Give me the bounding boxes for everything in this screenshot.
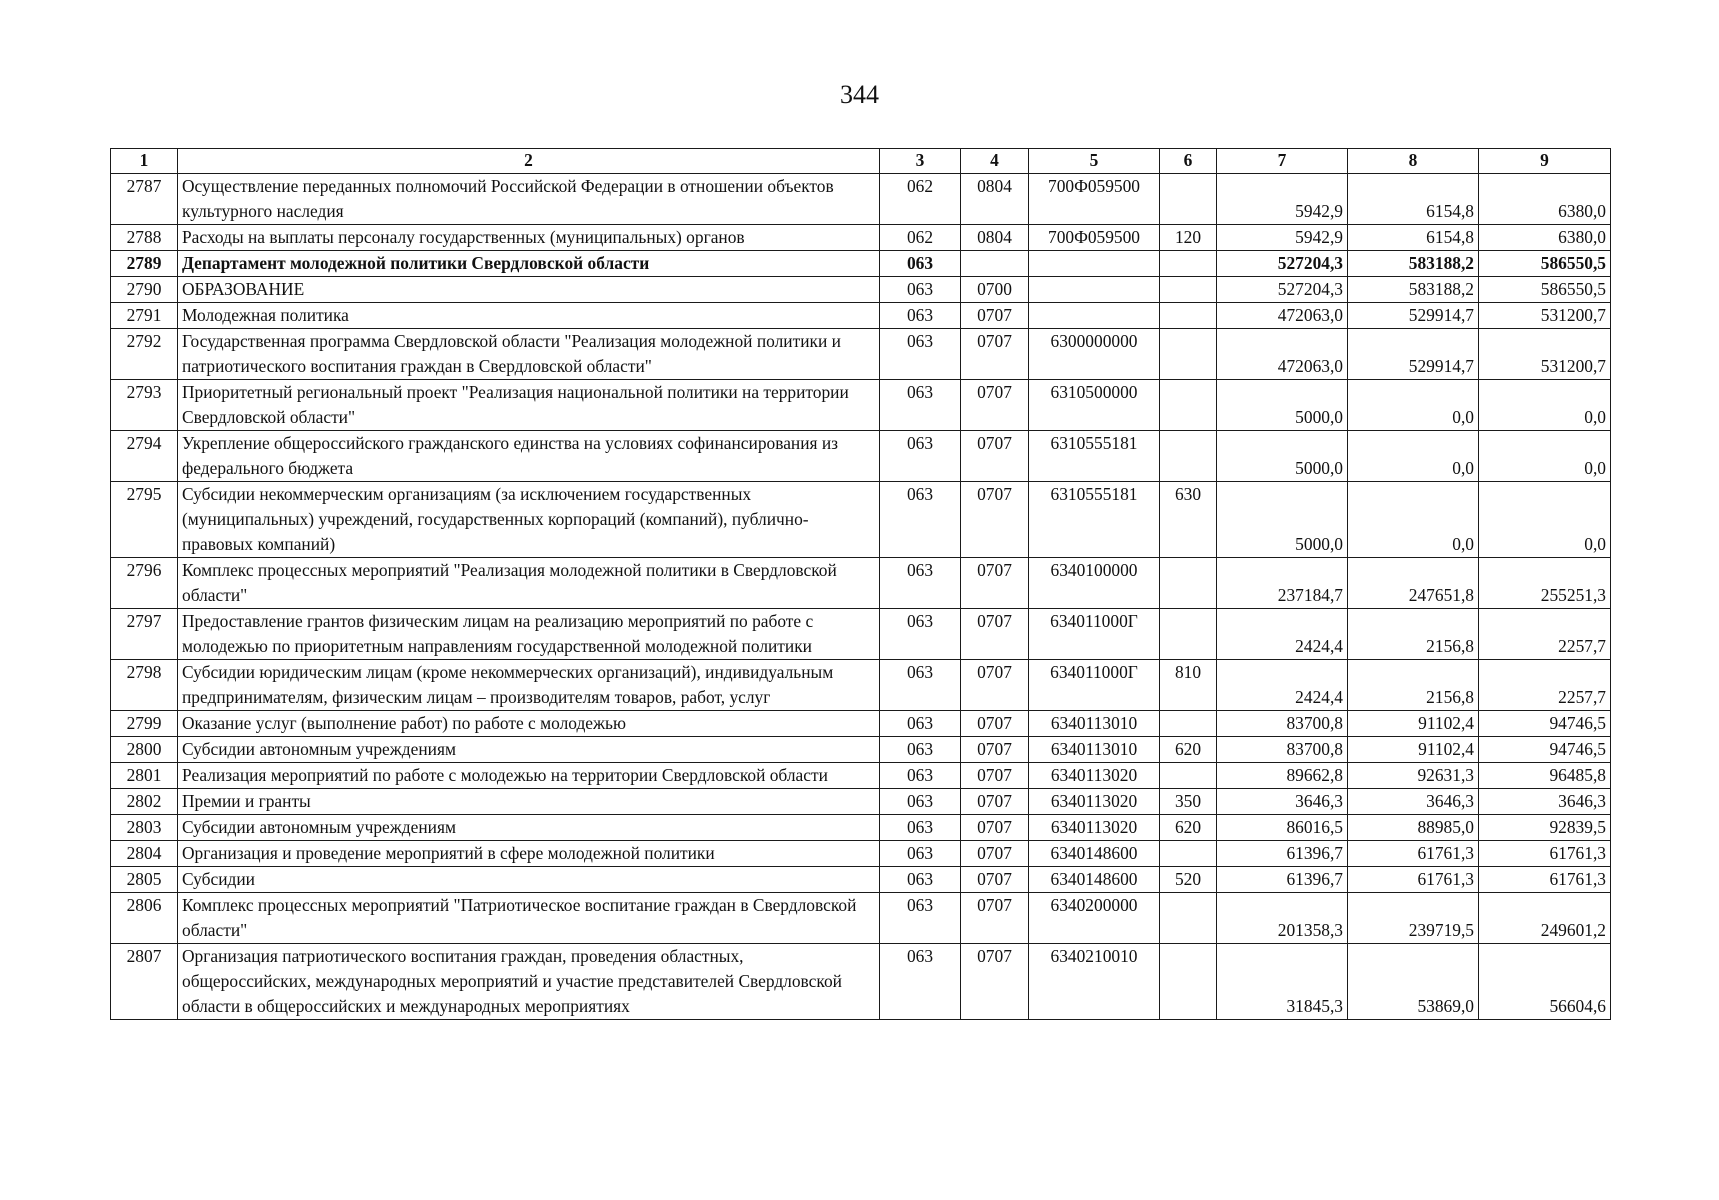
row-section-code: 0707 bbox=[961, 329, 1029, 380]
row-article-code: 700Ф059500 bbox=[1029, 174, 1160, 225]
row-org-code: 063 bbox=[880, 841, 961, 867]
row-value-col9: 6380,0 bbox=[1479, 174, 1611, 225]
row-value-col8: 2156,8 bbox=[1348, 660, 1479, 711]
row-value-col9: 94746,5 bbox=[1479, 737, 1611, 763]
row-org-code: 063 bbox=[880, 609, 961, 660]
row-section-code bbox=[961, 251, 1029, 277]
table-row bbox=[111, 329, 1611, 380]
row-section-code: 0707 bbox=[961, 763, 1029, 789]
table-row bbox=[111, 558, 1611, 609]
row-number: 2799 bbox=[111, 711, 178, 737]
row-value-col9: 61761,3 bbox=[1479, 841, 1611, 867]
row-value-col7: 61396,7 bbox=[1217, 841, 1348, 867]
table-row bbox=[111, 815, 1611, 841]
row-article-code: 6340113010 bbox=[1029, 737, 1160, 763]
row-number: 2791 bbox=[111, 303, 178, 329]
row-number: 2804 bbox=[111, 841, 178, 867]
row-org-code: 063 bbox=[880, 431, 961, 482]
table-row bbox=[111, 609, 1611, 660]
row-name: Реализация мероприятий по работе с молодежью на территории Свердловской области bbox=[178, 763, 880, 789]
row-number: 2807 bbox=[111, 944, 178, 1020]
table-row bbox=[111, 225, 1611, 251]
row-section-code: 0707 bbox=[961, 482, 1029, 558]
row-value-col7: 83700,8 bbox=[1217, 737, 1348, 763]
row-section-code: 0707 bbox=[961, 867, 1029, 893]
row-expense-type bbox=[1160, 944, 1217, 1020]
row-number: 2802 bbox=[111, 789, 178, 815]
row-article-code bbox=[1029, 251, 1160, 277]
table-row bbox=[111, 251, 1611, 277]
row-article-code: 6340113020 bbox=[1029, 763, 1160, 789]
row-number: 2790 bbox=[111, 277, 178, 303]
row-value-col8: 88985,0 bbox=[1348, 815, 1479, 841]
row-section-code: 0707 bbox=[961, 380, 1029, 431]
table-row bbox=[111, 763, 1611, 789]
row-expense-type bbox=[1160, 609, 1217, 660]
row-section-code: 0707 bbox=[961, 711, 1029, 737]
row-value-col8: 247651,8 bbox=[1348, 558, 1479, 609]
row-value-col8: 0,0 bbox=[1348, 482, 1479, 558]
row-org-code: 063 bbox=[880, 329, 961, 380]
row-article-code: 6310555181 bbox=[1029, 431, 1160, 482]
row-expense-type bbox=[1160, 329, 1217, 380]
row-value-col7: 2424,4 bbox=[1217, 609, 1348, 660]
row-org-code: 063 bbox=[880, 815, 961, 841]
row-value-col7: 472063,0 bbox=[1217, 303, 1348, 329]
row-org-code: 063 bbox=[880, 303, 961, 329]
table-row bbox=[111, 482, 1611, 558]
row-number: 2788 bbox=[111, 225, 178, 251]
row-article-code: 6340148600 bbox=[1029, 867, 1160, 893]
row-value-col7: 5000,0 bbox=[1217, 431, 1348, 482]
column-header: 7 bbox=[1217, 149, 1348, 174]
row-name: Укрепление общероссийского гражданского единства на условиях софинансирования из федерального бюджета bbox=[178, 431, 880, 482]
row-expense-type bbox=[1160, 174, 1217, 225]
row-number: 2800 bbox=[111, 737, 178, 763]
row-name: Расходы на выплаты персоналу государственных (муниципальных) органов bbox=[178, 225, 880, 251]
row-number: 2793 bbox=[111, 380, 178, 431]
row-org-code: 063 bbox=[880, 763, 961, 789]
row-value-col9: 6380,0 bbox=[1479, 225, 1611, 251]
row-section-code: 0804 bbox=[961, 174, 1029, 225]
row-section-code: 0700 bbox=[961, 277, 1029, 303]
row-expense-type: 810 bbox=[1160, 660, 1217, 711]
column-header: 2 bbox=[178, 149, 880, 174]
row-article-code bbox=[1029, 277, 1160, 303]
row-value-col7: 2424,4 bbox=[1217, 660, 1348, 711]
row-article-code: 6300000000 bbox=[1029, 329, 1160, 380]
row-value-col8: 3646,3 bbox=[1348, 789, 1479, 815]
row-value-col8: 53869,0 bbox=[1348, 944, 1479, 1020]
row-section-code: 0707 bbox=[961, 841, 1029, 867]
row-number: 2787 bbox=[111, 174, 178, 225]
row-value-col8: 91102,4 bbox=[1348, 711, 1479, 737]
row-value-col7: 3646,3 bbox=[1217, 789, 1348, 815]
row-value-col9: 586550,5 bbox=[1479, 277, 1611, 303]
row-org-code: 062 bbox=[880, 225, 961, 251]
row-value-col8: 583188,2 bbox=[1348, 251, 1479, 277]
row-article-code: 634011000Г bbox=[1029, 660, 1160, 711]
row-value-col9: 586550,5 bbox=[1479, 251, 1611, 277]
row-section-code: 0707 bbox=[961, 558, 1029, 609]
table-row bbox=[111, 431, 1611, 482]
row-expense-type bbox=[1160, 893, 1217, 944]
row-value-col9: 531200,7 bbox=[1479, 303, 1611, 329]
row-name: Организация патриотического воспитания граждан, проведения областных, общероссийских, международных мероприятий и участие представителей Свердловской области в общероссийских и международных мероприятиях bbox=[178, 944, 880, 1020]
row-expense-type bbox=[1160, 711, 1217, 737]
row-section-code: 0707 bbox=[961, 944, 1029, 1020]
row-org-code: 063 bbox=[880, 660, 961, 711]
row-value-col9: 3646,3 bbox=[1479, 789, 1611, 815]
table-row bbox=[111, 380, 1611, 431]
row-org-code: 063 bbox=[880, 558, 961, 609]
row-value-col7: 31845,3 bbox=[1217, 944, 1348, 1020]
row-org-code: 063 bbox=[880, 789, 961, 815]
row-org-code: 063 bbox=[880, 277, 961, 303]
budget-table bbox=[110, 148, 1611, 1020]
row-value-col8: 239719,5 bbox=[1348, 893, 1479, 944]
row-name: ОБРАЗОВАНИЕ bbox=[178, 277, 880, 303]
row-expense-type: 520 bbox=[1160, 867, 1217, 893]
row-value-col8: 61761,3 bbox=[1348, 867, 1479, 893]
row-section-code: 0707 bbox=[961, 609, 1029, 660]
row-name: Субсидии некоммерческим организациям (за исключением государственных (муниципальных) учреждений, государственных корпораций (компаний), публично-правовых компаний) bbox=[178, 482, 880, 558]
row-value-col7: 237184,7 bbox=[1217, 558, 1348, 609]
row-number: 2794 bbox=[111, 431, 178, 482]
row-name: Субсидии автономным учреждениям bbox=[178, 737, 880, 763]
row-value-col9: 0,0 bbox=[1479, 482, 1611, 558]
row-expense-type: 350 bbox=[1160, 789, 1217, 815]
row-number: 2798 bbox=[111, 660, 178, 711]
header-row bbox=[111, 149, 1611, 174]
table-row bbox=[111, 893, 1611, 944]
row-section-code: 0707 bbox=[961, 789, 1029, 815]
column-header: 9 bbox=[1479, 149, 1611, 174]
table-row bbox=[111, 303, 1611, 329]
row-org-code: 063 bbox=[880, 893, 961, 944]
row-value-col8: 0,0 bbox=[1348, 380, 1479, 431]
column-header: 4 bbox=[961, 149, 1029, 174]
table-row bbox=[111, 711, 1611, 737]
row-number: 2803 bbox=[111, 815, 178, 841]
row-number: 2801 bbox=[111, 763, 178, 789]
row-article-code bbox=[1029, 303, 1160, 329]
row-expense-type bbox=[1160, 763, 1217, 789]
row-expense-type bbox=[1160, 251, 1217, 277]
row-name: Государственная программа Свердловской области "Реализация молодежной политики и патриотического воспитания граждан в Свердловской области" bbox=[178, 329, 880, 380]
row-org-code: 063 bbox=[880, 711, 961, 737]
row-article-code: 6340113020 bbox=[1029, 815, 1160, 841]
row-value-col9: 0,0 bbox=[1479, 380, 1611, 431]
page-number: 344 bbox=[840, 80, 879, 109]
row-expense-type bbox=[1160, 380, 1217, 431]
row-org-code: 063 bbox=[880, 251, 961, 277]
column-header: 6 bbox=[1160, 149, 1217, 174]
row-value-col7: 472063,0 bbox=[1217, 329, 1348, 380]
row-name: Организация и проведение мероприятий в сфере молодежной политики bbox=[178, 841, 880, 867]
row-value-col8: 583188,2 bbox=[1348, 277, 1479, 303]
row-number: 2795 bbox=[111, 482, 178, 558]
table-row bbox=[111, 660, 1611, 711]
row-value-col8: 529914,7 bbox=[1348, 329, 1479, 380]
row-value-col7: 5942,9 bbox=[1217, 174, 1348, 225]
row-value-col7: 527204,3 bbox=[1217, 277, 1348, 303]
row-section-code: 0707 bbox=[961, 737, 1029, 763]
row-value-col8: 61761,3 bbox=[1348, 841, 1479, 867]
row-value-col8: 6154,8 bbox=[1348, 174, 1479, 225]
row-value-col9: 249601,2 bbox=[1479, 893, 1611, 944]
row-number: 2797 bbox=[111, 609, 178, 660]
row-value-col8: 2156,8 bbox=[1348, 609, 1479, 660]
row-article-code: 6340210010 bbox=[1029, 944, 1160, 1020]
table-row bbox=[111, 867, 1611, 893]
row-value-col8: 92631,3 bbox=[1348, 763, 1479, 789]
table-row bbox=[111, 944, 1611, 1020]
row-name: Предоставление грантов физическим лицам на реализацию мероприятий по работе с молодежью по приоритетным направлениям государственной молодежной политики bbox=[178, 609, 880, 660]
row-section-code: 0707 bbox=[961, 815, 1029, 841]
table-row bbox=[111, 789, 1611, 815]
row-section-code: 0707 bbox=[961, 660, 1029, 711]
row-expense-type: 620 bbox=[1160, 815, 1217, 841]
row-name: Осуществление переданных полномочий Российской Федерации в отношении объектов культурного наследия bbox=[178, 174, 880, 225]
row-value-col9: 2257,7 bbox=[1479, 609, 1611, 660]
table-row bbox=[111, 277, 1611, 303]
table-row bbox=[111, 174, 1611, 225]
row-org-code: 062 bbox=[880, 174, 961, 225]
row-expense-type bbox=[1160, 277, 1217, 303]
row-value-col9: 94746,5 bbox=[1479, 711, 1611, 737]
row-org-code: 063 bbox=[880, 944, 961, 1020]
table-row bbox=[111, 737, 1611, 763]
row-value-col8: 91102,4 bbox=[1348, 737, 1479, 763]
row-value-col9: 531200,7 bbox=[1479, 329, 1611, 380]
row-expense-type: 630 bbox=[1160, 482, 1217, 558]
row-article-code: 6310500000 bbox=[1029, 380, 1160, 431]
row-expense-type: 620 bbox=[1160, 737, 1217, 763]
row-value-col9: 2257,7 bbox=[1479, 660, 1611, 711]
row-value-col7: 5000,0 bbox=[1217, 482, 1348, 558]
row-value-col7: 527204,3 bbox=[1217, 251, 1348, 277]
row-org-code: 063 bbox=[880, 737, 961, 763]
row-number: 2789 bbox=[111, 251, 178, 277]
column-header: 8 bbox=[1348, 149, 1479, 174]
row-section-code: 0804 bbox=[961, 225, 1029, 251]
row-name: Субсидии автономным учреждениям bbox=[178, 815, 880, 841]
row-expense-type: 120 bbox=[1160, 225, 1217, 251]
row-value-col8: 6154,8 bbox=[1348, 225, 1479, 251]
row-value-col9: 0,0 bbox=[1479, 431, 1611, 482]
column-header: 3 bbox=[880, 149, 961, 174]
row-value-col9: 96485,8 bbox=[1479, 763, 1611, 789]
row-name: Оказание услуг (выполнение работ) по работе с молодежью bbox=[178, 711, 880, 737]
row-value-col7: 83700,8 bbox=[1217, 711, 1348, 737]
row-article-code: 6340113020 bbox=[1029, 789, 1160, 815]
row-name: Субсидии юридическим лицам (кроме некоммерческих организаций), индивидуальным предпринимателям, физическим лицам – производителям товаров, работ, услуг bbox=[178, 660, 880, 711]
row-value-col7: 86016,5 bbox=[1217, 815, 1348, 841]
row-name: Приоритетный региональный проект "Реализация национальной политики на территории Свердловской области" bbox=[178, 380, 880, 431]
row-article-code: 6340200000 bbox=[1029, 893, 1160, 944]
row-name: Департамент молодежной политики Свердловской области bbox=[178, 251, 880, 277]
row-value-col8: 529914,7 bbox=[1348, 303, 1479, 329]
row-name: Премии и гранты bbox=[178, 789, 880, 815]
row-org-code: 063 bbox=[880, 867, 961, 893]
row-expense-type bbox=[1160, 431, 1217, 482]
row-expense-type bbox=[1160, 303, 1217, 329]
column-header: 5 bbox=[1029, 149, 1160, 174]
row-section-code: 0707 bbox=[961, 303, 1029, 329]
row-article-code: 6310555181 bbox=[1029, 482, 1160, 558]
row-name: Субсидии bbox=[178, 867, 880, 893]
row-org-code: 063 bbox=[880, 380, 961, 431]
row-number: 2792 bbox=[111, 329, 178, 380]
table-body bbox=[111, 174, 1611, 1020]
table-row bbox=[111, 841, 1611, 867]
row-value-col7: 61396,7 bbox=[1217, 867, 1348, 893]
row-number: 2796 bbox=[111, 558, 178, 609]
row-value-col7: 201358,3 bbox=[1217, 893, 1348, 944]
row-value-col9: 92839,5 bbox=[1479, 815, 1611, 841]
row-value-col9: 61761,3 bbox=[1479, 867, 1611, 893]
row-value-col7: 89662,8 bbox=[1217, 763, 1348, 789]
row-expense-type bbox=[1160, 841, 1217, 867]
row-expense-type bbox=[1160, 558, 1217, 609]
column-header: 1 bbox=[111, 149, 178, 174]
row-article-code: 6340148600 bbox=[1029, 841, 1160, 867]
row-value-col7: 5942,9 bbox=[1217, 225, 1348, 251]
row-value-col8: 0,0 bbox=[1348, 431, 1479, 482]
row-value-col7: 5000,0 bbox=[1217, 380, 1348, 431]
row-article-code: 6340100000 bbox=[1029, 558, 1160, 609]
row-value-col9: 56604,6 bbox=[1479, 944, 1611, 1020]
row-number: 2806 bbox=[111, 893, 178, 944]
row-article-code: 6340113010 bbox=[1029, 711, 1160, 737]
row-article-code: 634011000Г bbox=[1029, 609, 1160, 660]
row-name: Молодежная политика bbox=[178, 303, 880, 329]
row-name: Комплекс процессных мероприятий "Патриотическое воспитание граждан в Свердловской области" bbox=[178, 893, 880, 944]
row-org-code: 063 bbox=[880, 482, 961, 558]
row-number: 2805 bbox=[111, 867, 178, 893]
row-article-code: 700Ф059500 bbox=[1029, 225, 1160, 251]
row-name: Комплекс процессных мероприятий "Реализация молодежной политики в Свердловской области" bbox=[178, 558, 880, 609]
row-value-col9: 255251,3 bbox=[1479, 558, 1611, 609]
row-section-code: 0707 bbox=[961, 431, 1029, 482]
row-section-code: 0707 bbox=[961, 893, 1029, 944]
